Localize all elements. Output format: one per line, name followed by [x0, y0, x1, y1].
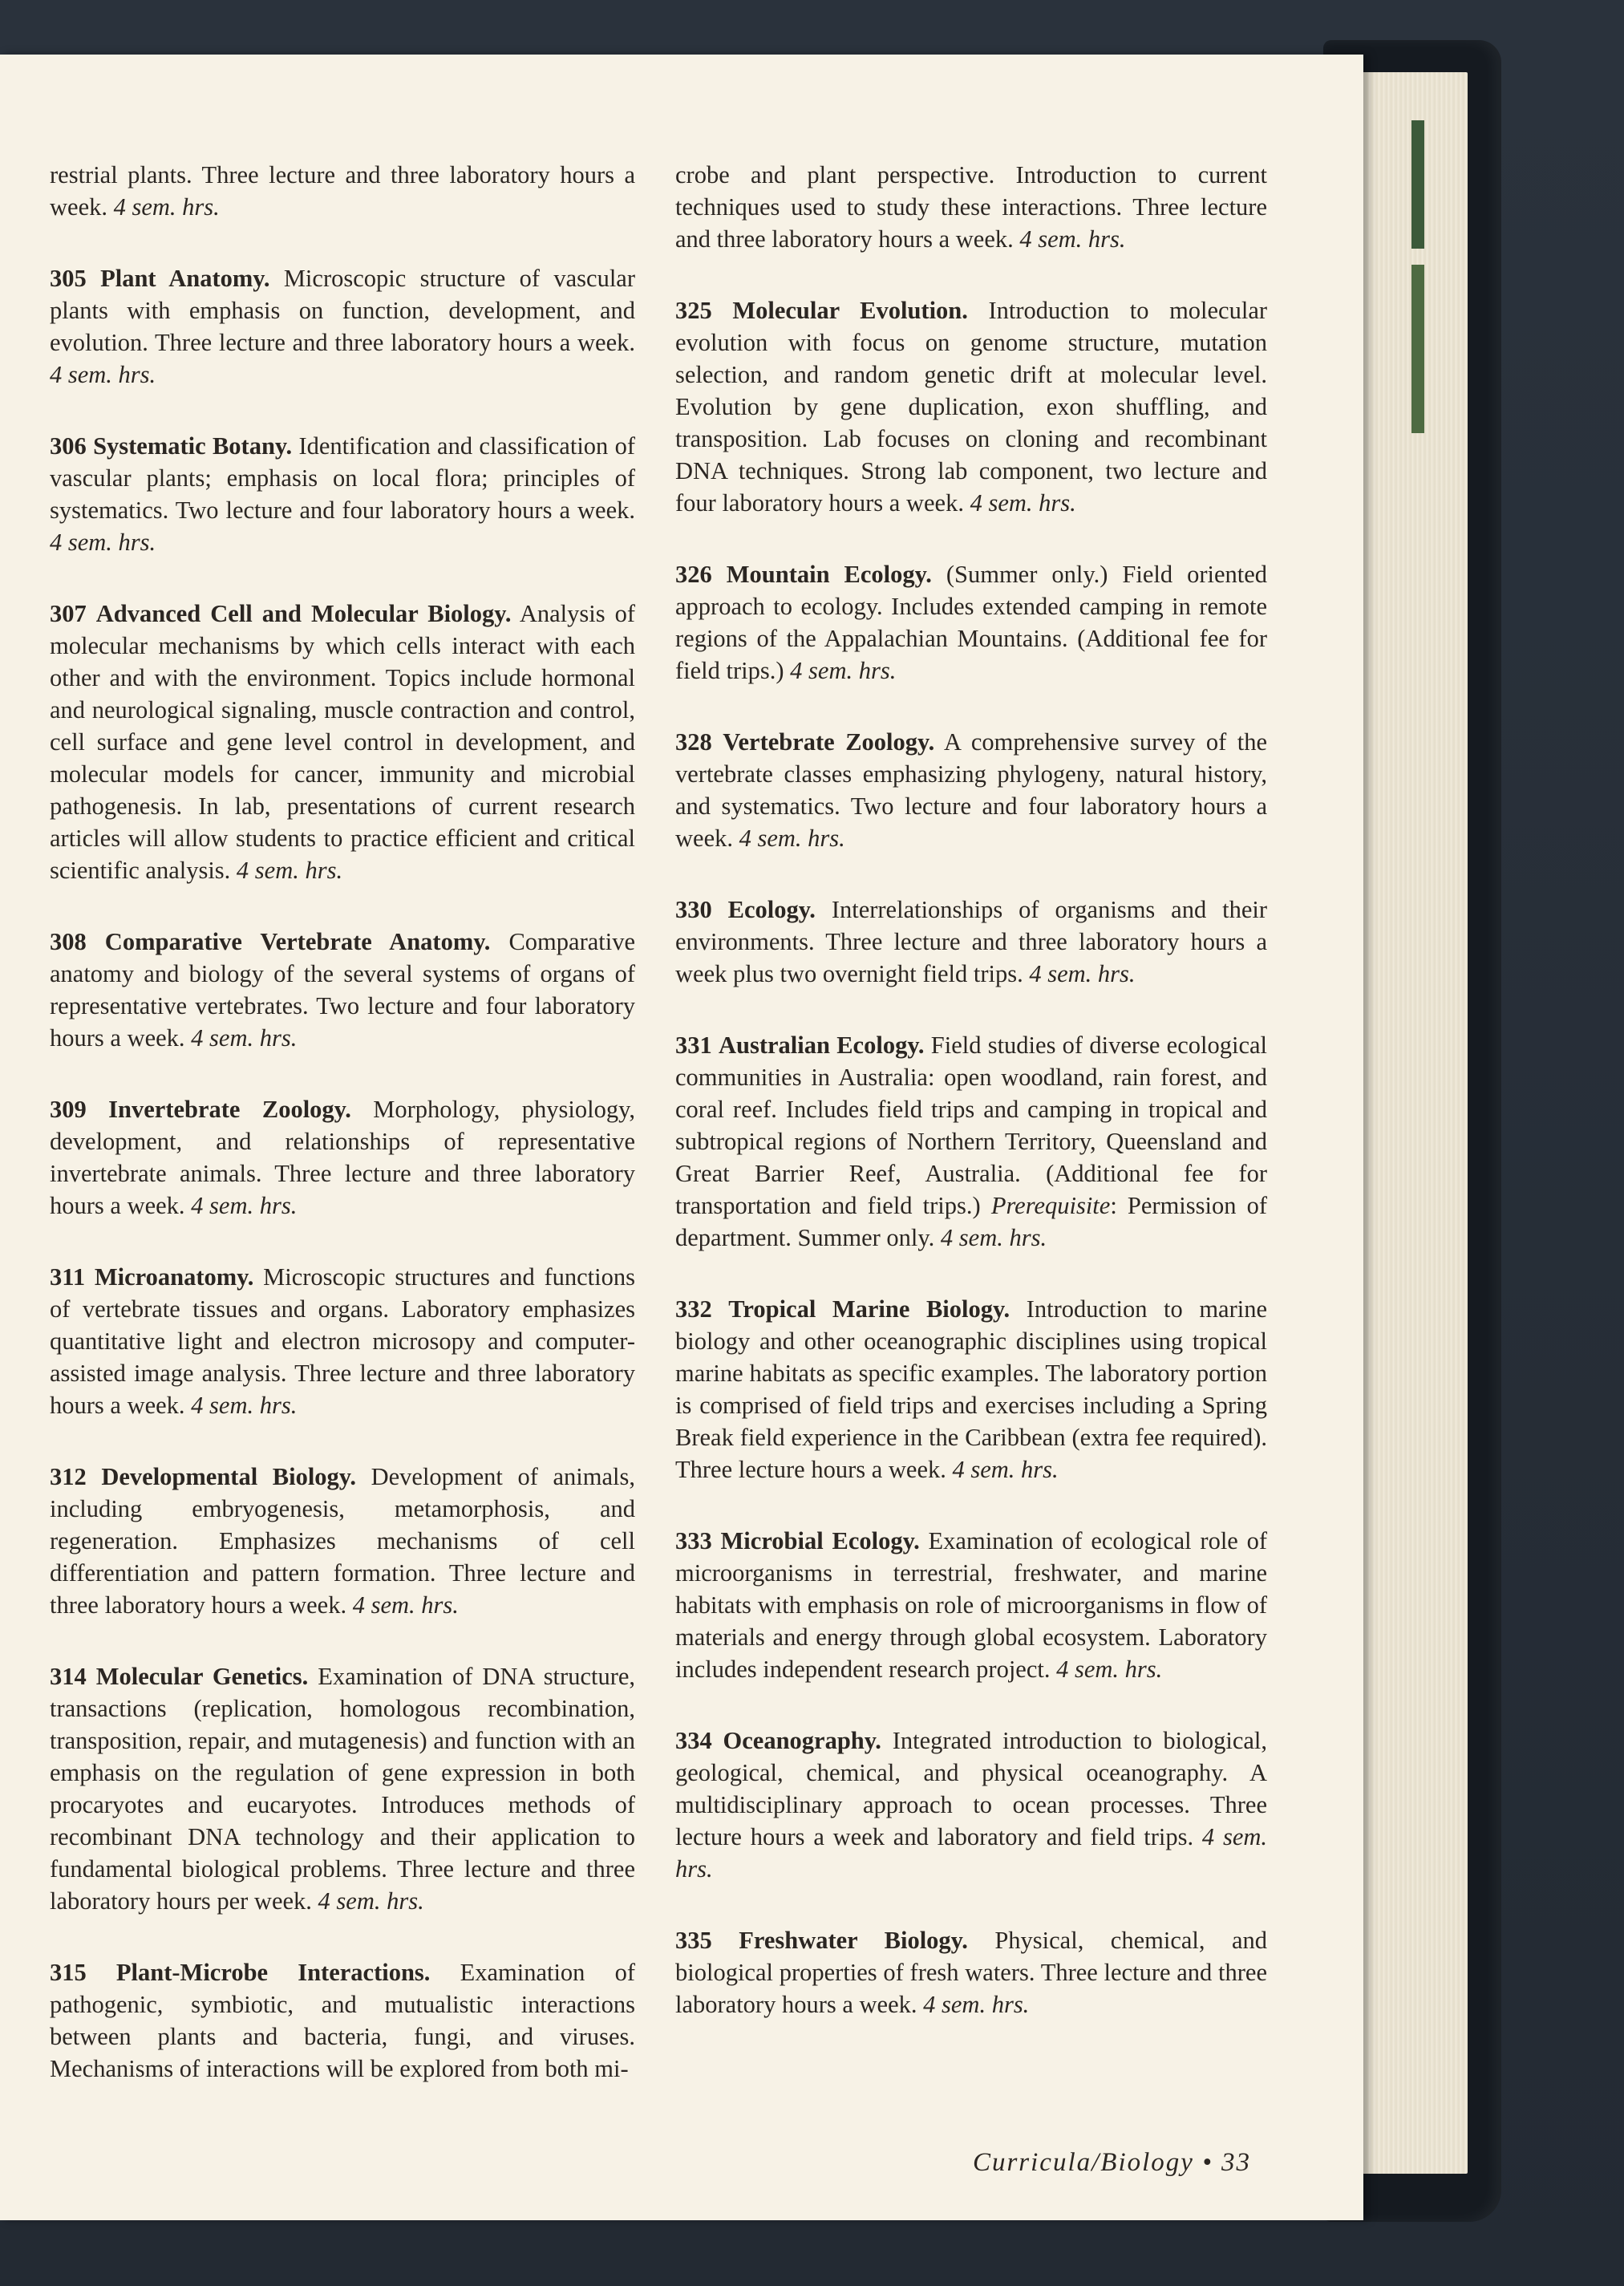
course-title: Ecology. — [727, 896, 816, 923]
course-number: 333 — [675, 1527, 712, 1554]
footer-bullet: • — [1202, 2148, 1213, 2177]
course-hours: 4 sem. hrs. — [675, 1823, 1268, 1883]
course-entry — [675, 894, 1267, 990]
course-entry — [675, 1924, 1267, 2021]
course-entry — [50, 1461, 635, 1621]
course-number: 307 — [50, 600, 87, 627]
course-hours: 4 sem. hrs. — [1019, 225, 1126, 253]
course-title: Microanatomy. — [94, 1263, 254, 1291]
course-number: 331 — [675, 1032, 712, 1059]
course-description: Examination of pathogenic, symbiotic, and mutualistic interactions between plants and bacteria, fungi, and viruses. Mechanisms of interactions will be explored from both mi- — [50, 1959, 635, 2082]
catalog-page — [0, 55, 1363, 2220]
course-entry — [50, 598, 635, 886]
course-entry — [50, 1660, 635, 1917]
course-hours: 4 sem. hrs. — [352, 1591, 459, 1619]
course-entry — [675, 1029, 1267, 1254]
course-title: Comparative Vertebrate Anatomy. — [104, 928, 491, 955]
course-title: Australian Ecology. — [719, 1032, 925, 1059]
course-title: Advanced Cell and Molecular Biology. — [95, 600, 512, 627]
course-description: Microscopic structure of vascular plants with emphasis on function, development, and evolution. Three lecture and three laboratory hours a week. — [50, 265, 635, 356]
course-entry — [675, 1525, 1267, 1685]
page-edge-tab — [1411, 120, 1424, 249]
course-entry — [50, 926, 635, 1054]
course-title: Oceanography. — [723, 1727, 881, 1754]
course-hours: 4 sem. hrs. — [790, 657, 897, 684]
course-hours: 4 sem. hrs. — [50, 361, 156, 388]
course-number: 314 — [50, 1663, 87, 1690]
course-hours: 4 sem. hrs. — [1056, 1656, 1163, 1683]
course-number: 311 — [50, 1263, 86, 1291]
course-number: 306 — [50, 432, 87, 460]
course-entry — [50, 1956, 635, 2085]
course-entry-continued — [675, 159, 1267, 255]
course-entry — [50, 1261, 635, 1421]
course-number: 309 — [50, 1096, 87, 1123]
course-title: Tropical Marine Biology. — [728, 1295, 1010, 1323]
course-hours: 4 sem. hrs. — [191, 1024, 298, 1052]
course-entry — [675, 726, 1267, 854]
course-title: Developmental Biology. — [101, 1463, 356, 1490]
course-hours: 4 sem. hrs. — [739, 825, 845, 852]
course-number: 328 — [675, 728, 712, 756]
course-number: 332 — [675, 1295, 712, 1323]
course-title: Freshwater Biology. — [739, 1927, 968, 1954]
right-column — [675, 159, 1267, 2060]
course-number: 334 — [675, 1727, 712, 1754]
course-description: Integrated introduction to biological, geological, chemical, and physical oceanography. A multidisciplinary approach to ocean processes. Three lecture hours a week and laboratory and field trips. — [675, 1727, 1268, 1850]
course-hours: 4 sem. hrs. — [236, 857, 343, 884]
course-number: 335 — [675, 1927, 712, 1954]
course-title: Systematic Botany. — [93, 432, 293, 460]
course-hours: 4 sem. hrs. — [50, 529, 156, 556]
course-entry — [675, 558, 1267, 687]
course-hours: 4 sem. hrs. — [191, 1192, 298, 1219]
course-description: Physical, chemical, and biological properties of fresh waters. Three lecture and three laboratory hours a week. — [675, 1927, 1267, 2018]
course-hours: 4 sem. hrs. — [191, 1392, 298, 1419]
course-number: 325 — [675, 297, 712, 324]
left-column — [50, 159, 635, 2124]
prerequisite-text: : Permission of department. Summer only. — [675, 1192, 1268, 1251]
course-entry — [675, 1293, 1267, 1485]
course-description: crobe and plant perspective. Introduction to current techniques used to study these interactions. Three lecture and three laboratory hours a week. — [675, 161, 1267, 253]
course-description: Introduction to molecular evolution with focus on genome structure, mutation selection, and random genetic drift at molecular level. Evolution by gene duplication, exon shuffling, and transposition. Lab focuses on cloning and recombinant DNA techniques. Strong lab component, two lecture and four laboratory hours a week. — [675, 297, 1268, 517]
course-hours: 4 sem. hrs. — [952, 1456, 1059, 1483]
course-number: 305 — [50, 265, 87, 292]
course-hours: 4 sem. hrs. — [970, 489, 1076, 517]
course-title: Plant-Microbe Interactions. — [115, 1959, 431, 1986]
course-hours: 4 sem. hrs. — [1029, 960, 1136, 987]
course-description: Examination of ecological role of microorganisms in terrestrial, freshwater, and marine habitats with emphasis on role of microorganisms in flow of materials and energy through global ecosystem. Laboratory includes independent research project. — [675, 1527, 1268, 1683]
course-hours: 4 sem. hrs. — [940, 1224, 1047, 1251]
course-description: Development of animals, including embryogenesis, metamorphosis, and regeneration. Emphasizes mechanisms of cell differentiation and pattern formation. Three lecture and three laboratory hours a week. — [50, 1463, 635, 1619]
course-description: Interrelationships of organisms and their environments. Three lecture and three laboratory hours a week plus two overnight field trips. — [675, 896, 1267, 987]
course-description: Introduction to marine biology and other oceanographic disciplines using tropical marine habitats as specific examples. The laboratory portion is comprised of field trips and exercises including a Spring Break field experience in the Caribbean (extra fee required). Three lecture hours a week. — [675, 1295, 1267, 1483]
course-title: Mountain Ecology. — [726, 561, 932, 588]
course-description: Morphology, physiology, development, and relationships of representative invertebrate animals. Three lecture and three laboratory hours a week. — [50, 1096, 636, 1219]
running-head: Curricula/Biology — [972, 2148, 1194, 2177]
course-title: Molecular Genetics. — [95, 1663, 309, 1690]
course-title: Molecular Evolution. — [732, 297, 968, 324]
page-number: 33 — [1221, 2148, 1251, 2177]
course-entry — [50, 262, 635, 391]
course-description: Analysis of molecular mechanisms by which cells interact with each other and with the environment. Topics include hormonal and neurological signaling, muscle contraction and control, cell surface and gene level control in development, and molecular models for cancer, immunity and microbial pathogenesis. In lab, presentations of current research articles will allow students to practice efficient and critical scientific analysis. — [50, 600, 635, 884]
course-description: Identification and classification of vascular plants; emphasis on local flora; principles of systematics. Two lecture and four laboratory hours a week. — [50, 432, 636, 524]
course-description: (Summer only.) Field oriented approach to ecology. Includes extended camping in remote regions of the Appalachian Mountains. (Additional fee for field trips.) — [675, 561, 1268, 684]
page-footer — [882, 2148, 1251, 2178]
course-number: 315 — [50, 1959, 87, 1986]
course-entry — [50, 1093, 635, 1222]
page-edge-tab — [1411, 265, 1424, 433]
course-description: Microscopic structures and functions of vertebrate tissues and organs. Laboratory emphasizes quantitative light and electron microsopy and computer-assisted image analysis. Three lecture and three laboratory hours a week. — [50, 1263, 635, 1419]
course-title: Vertebrate Zoology. — [723, 728, 935, 756]
course-title: Invertebrate Zoology. — [108, 1096, 351, 1123]
course-description: Examination of DNA structure, transactions (replication, homologous recombination, transposition, repair, and mutagenesis) and function with an emphasis on the regulation of gene expression in both procaryotes and eucaryotes. Introduces methods of recombinant DNA technology and their application to fundamental biological problems. Three lecture and three laboratory hours per week. — [50, 1663, 636, 1915]
course-number: 308 — [50, 928, 87, 955]
course-description: Field studies of diverse ecological communities in Australia: open woodland, rain forest, and coral reef. Includes field trips and camping in tropical and subtropical regions of Northern Territory, Queensland and Great Barrier Reef, Australia. (Additional fee for transportation and field trips.) — [675, 1032, 1267, 1219]
course-entry-continued — [50, 159, 635, 223]
course-number: 330 — [675, 896, 712, 923]
course-hours: 4 sem. hrs. — [318, 1887, 424, 1915]
course-entry — [50, 430, 635, 558]
course-hours: 4 sem. hrs. — [923, 1991, 1030, 2018]
course-description: restrial plants. Three lecture and three laboratory hours a week. — [50, 161, 635, 221]
course-description: A comprehensive survey of the vertebrate classes emphasizing phylogeny, natural history, and systematics. Two lecture and four laboratory hours a week. — [675, 728, 1268, 852]
course-title: Microbial Ecology. — [720, 1527, 920, 1554]
course-title: Plant Anatomy. — [100, 265, 270, 292]
course-entry — [675, 294, 1267, 519]
course-description: Comparative anatomy and biology of the several systems of organs of representative vertebrates. Two lecture and four laboratory hours a week. — [50, 928, 636, 1052]
course-number: 326 — [675, 561, 712, 588]
course-hours: 4 sem. hrs. — [113, 193, 220, 221]
course-entry — [675, 1725, 1267, 1885]
course-number: 312 — [50, 1463, 87, 1490]
prerequisite-label: Prerequisite — [990, 1192, 1111, 1219]
